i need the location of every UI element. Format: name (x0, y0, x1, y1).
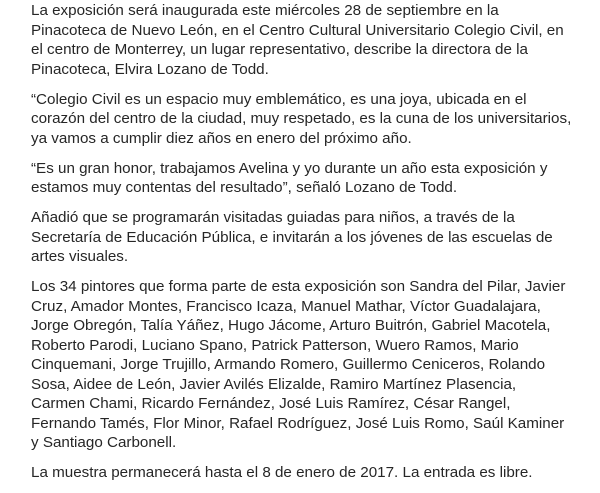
paragraph-guided-visits: Añadió que se programarán visitadas guiadas para niños, a través de la Secretaría de Educación Pública, e invitarán a los jóvenes de las escuelas de artes visuales. (31, 209, 553, 265)
paragraph-painters-list: Los 34 pintores que forma parte de esta exposición son Sandra del Pilar, Javier Cruz, Amador Montes, Francisco Icaza, Manuel Mathar, Víctor Guadalajara, Jorge Obregón, Talía Yáñez, Hugo Jácome, Arturo Buitrón, Gabriel Macotela, Roberto Parodi, Luciano Spano, Patrick Patterson, Wuero Ramos, Mario Cinquemani, Jorge Trujillo, Armando Romero, Guillermo Ceniceros, Rolando Sosa, Aidee de León, Javier Avilés Elizalde, Ramiro Martínez Plasencia, Carmen Chami, Ricardo Fernández, José Luis Ramírez, César Rangel, Fernando Tamés, Flor Minor, Rafael Rodríguez, José Luis Romo, Saúl Kaminer y Santiago Carbonell. (31, 278, 566, 451)
paragraph-inauguration: La exposición será inaugurada este miércoles 28 de septiembre en la Pinacoteca de Nuevo León, en el Centro Cultural Universitario Colegio Civil, en el centro de Monterrey, un lugar representativo, describe la directora de la Pinacoteca, Elvira Lozano de Todd. (31, 2, 564, 78)
paragraph-closing-date: La muestra permanecerá hasta el 8 de enero de 2017. La entrada es libre. (31, 464, 533, 481)
paragraph-colegio-civil-quote: “Colegio Civil es un espacio muy emblemático, es una joya, ubicada en el corazón del centro de la ciudad, muy respetado, es la cuna de los universitarios, ya vamos a cumplir diez años en enero del próximo año. (31, 90, 572, 147)
paragraph-honor-quote: “Es un gran honor, trabajamos Avelina y yo durante un año esta exposición y estamos muy contentas del resultado”, señaló Lozano de Todd. (31, 159, 548, 196)
article-body (31, 1, 596, 493)
